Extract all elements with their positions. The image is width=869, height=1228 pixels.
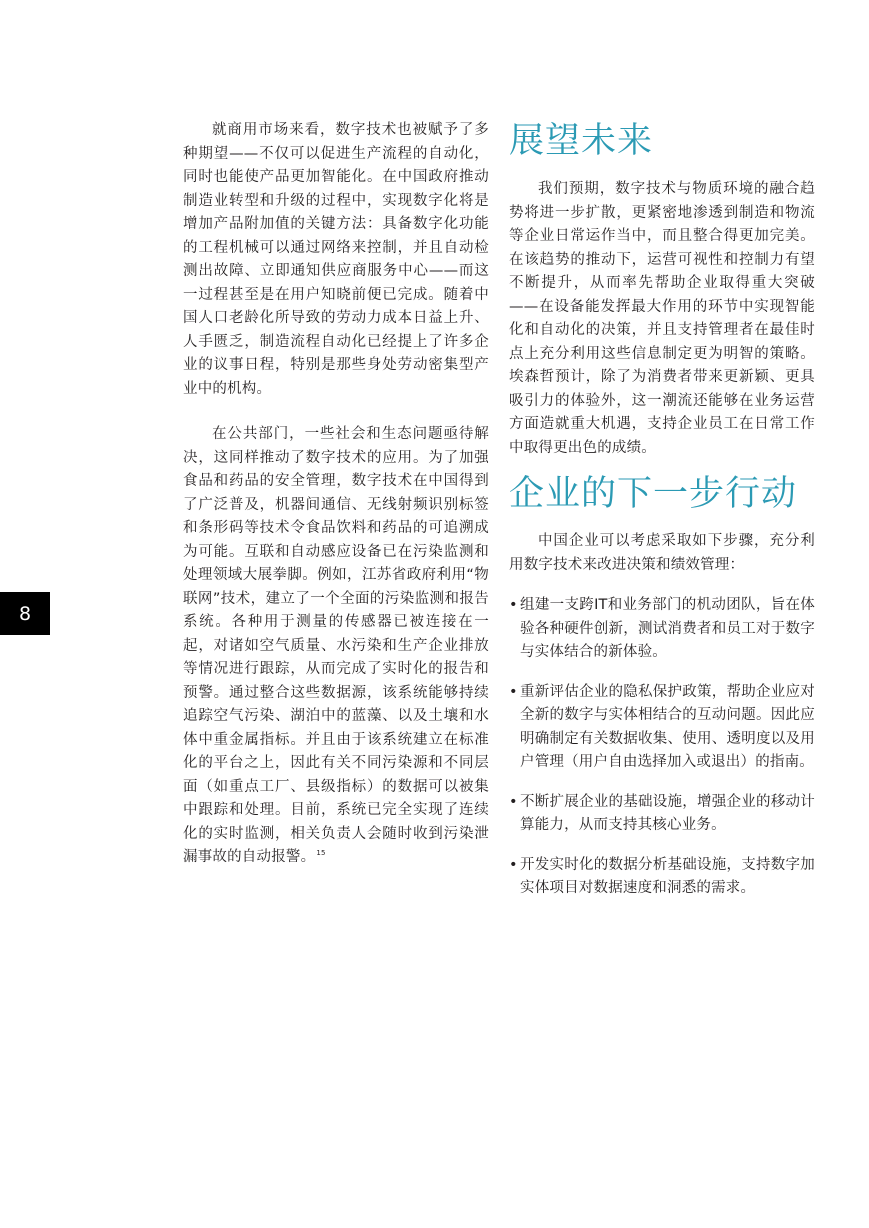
list-item [509, 681, 815, 775]
public-sector-text: 在公共部门，一些社会和生态问题亟待解决，这同样推动了数字技术的应用。为了加强食品和药品的安全管理，数字技术在中国得到了广泛普及，机器间通信、无线射频识别标签和条形码等技术令食品饮料和药品的可追溯成为可能。互联和自动感应设备已在污染监测和处理领域大展拳脚。例如，江苏省政府利用“物联网”技术，建立了一个全面的污染监测和报告系统。各种用于测量的传感器已被连接在一起，对诸如空气质量、水污染和生产企业排放等情况进行跟踪，从而完成了实时化的报告和预警。通过整合这些数据源，该系统能够持续追踪空气污染、湖泊中的蓝藻、以及土壤和水体中重金属指标。并且由于该系统建立在标准化的平台之上，因此有关不同污染源和不同层面（如重点工厂、县级指标）的数据可以被集中跟踪和处理。目前，系统已完全实现了连续化的实时监测，相关负责人会随时收到污染泄漏事故的自动报警。 [183, 426, 489, 865]
bullet-icon: • [509, 683, 518, 700]
footnote-reference: 15 [316, 849, 326, 858]
list-item-text: 重新评估企业的隐私保护政策，帮助企业应对全新的数字与实体相结合的互动问题。因此应明确制定有关数据收集、使用、透明度以及用户管理（用户自由选择加入或退出）的指南。 [520, 683, 815, 770]
page-number-tab [0, 592, 50, 635]
public-sector-paragraph [183, 423, 489, 870]
outlook-paragraph: 我们预期，数字技术与物质环境的融合趋势将进一步扩散，更紧密地渗透到制造和物流等企业日常运作当中，而且整合得更加完美。在该趋势的推动下，运营可视性和控制力有望不断提升，从而率先帮助企业取得重大突破——在设备能发挥最大作用的环节中实现智能化和自动化的决策，并且支持管理者在最佳时点上充分利用这些信息制定更为明智的策略。埃森哲预计，除了为消费者带来更新颖、更具吸引力的体验外，这一潮流还能够在业务运营方面造就重大机遇，支持企业员工在日常工作中取得更出色的成绩。 [509, 181, 815, 456]
list-item-text: 开发实时化的数据分析基础设施，支持数字加实体项目对数据速度和洞悉的需求。 [520, 856, 815, 896]
bullet-icon: • [509, 597, 518, 613]
bullet-icon: • [509, 793, 518, 810]
list-item [509, 791, 815, 838]
commercial-market-paragraph: 就商用市场来看，数字技术也被赋予了多种期望——不仅可以促进生产流程的自动化，同时也能使产品更加智能化。在中国政府推动制造业转型和升级的过程中，实现数字化将是增加产品附加值的关键方法：具备数字化功能的工程机械可以通过网络来控制，并且自动检测出故障、立即通知供应商服务中心——而这一过程甚至是在用户知晓前便已完成。随着中国人口老龄化所导致的劳动力成本日益上升、人手匮乏，制造流程自动化已经提上了许多企业的议事日程，特别是那些身处劳动密集型产业中的机构。 [183, 122, 489, 397]
list-item-text: 组建一支跨IT和业务部门的机动团队，旨在体验各种硬件创新，测试消费者和员工对于数字与实体结合的新体验。 [520, 597, 815, 660]
page-number: 8 [18, 602, 32, 625]
section-heading-next-steps: 企业的下一步行动 [509, 474, 798, 514]
list-item [509, 594, 815, 665]
section-heading-outlook: 展望未来 [509, 121, 654, 161]
next-steps-list [509, 594, 815, 901]
bullet-icon: • [509, 856, 518, 873]
left-column [183, 117, 489, 870]
next-steps-intro: 中国企业可以考虑采取如下步骤，充分利用数字技术来改进决策和绩效管理： [509, 533, 815, 573]
list-item [509, 854, 815, 901]
right-column [509, 117, 815, 917]
list-item-text: 不断扩展企业的基础设施，增强企业的移动计算能力，从而支持其核心业务。 [520, 793, 815, 833]
